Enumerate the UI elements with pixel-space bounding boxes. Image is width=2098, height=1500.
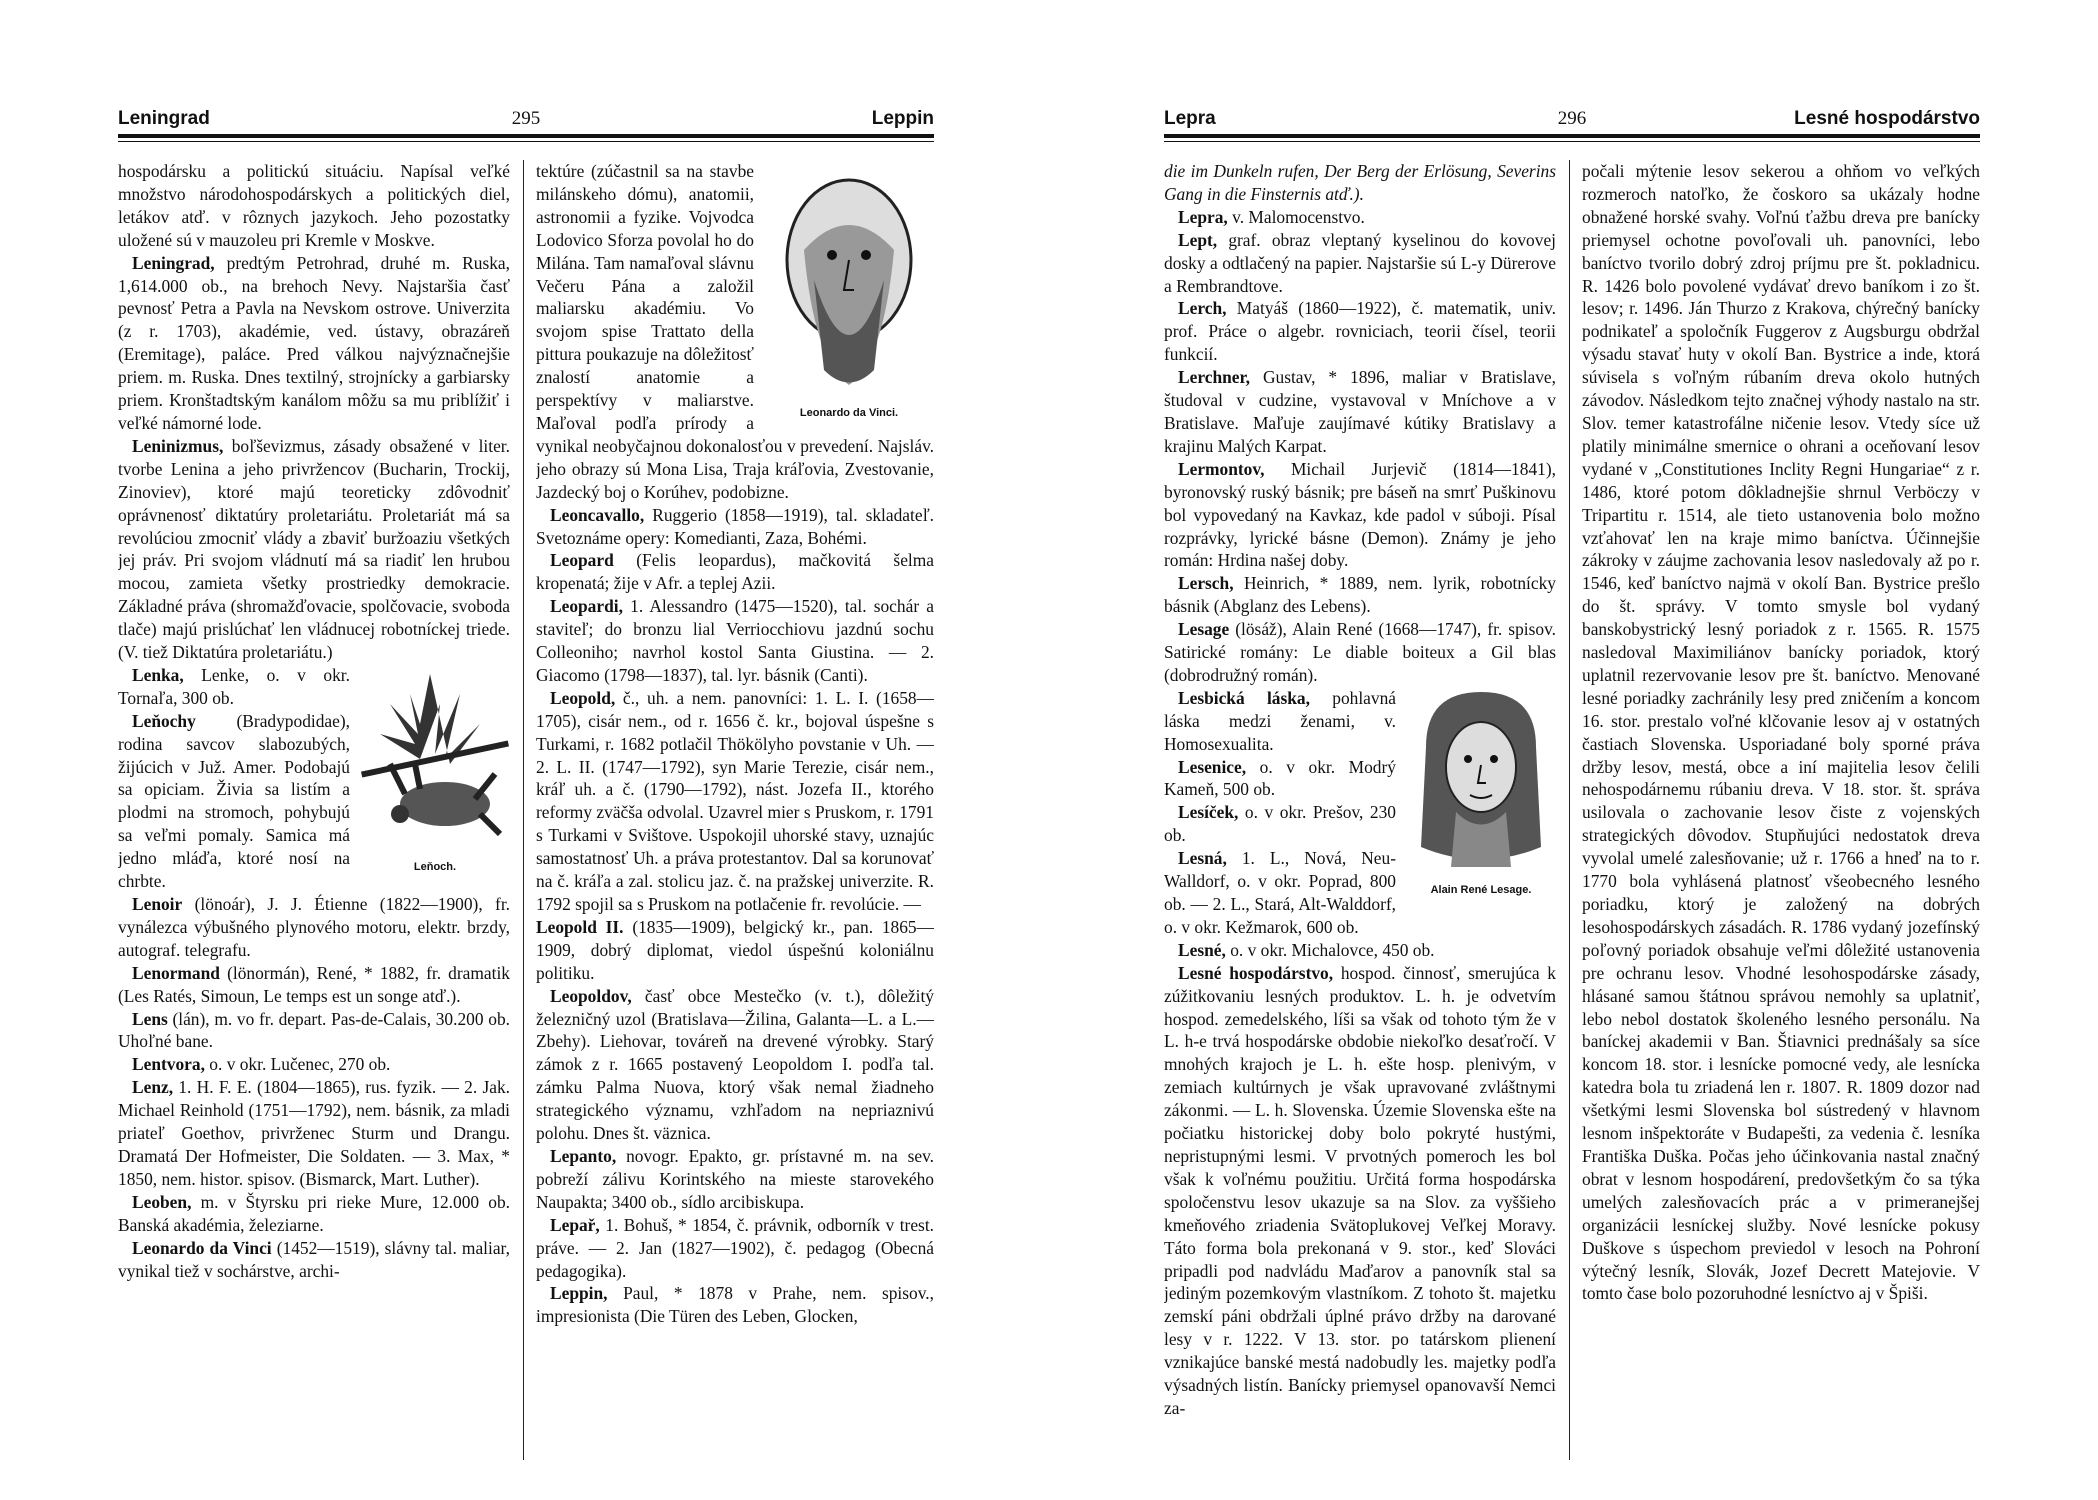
entry: Lesná, 1. L., Nová, Neu-Walldorf, o. v okr. Poprad, 800 ob. — 2. L., Stará, Alt-Walddorf, o. v okr. Kežmarok, 600 ob. [1164, 848, 1396, 937]
headword: Leninizmus, [132, 435, 224, 456]
entry: Lepař, 1. Bohuš, * 1854, č. právnik, odborník v trest. práve. — 2. Jan (1827—1902), č. pedagog (Obecná pedagogika). [536, 1214, 934, 1281]
entry: Leonardo da Vinci (1452—1519), slávny tal. maliar, vynikal tiež v sochárstve, archi- [118, 1237, 510, 1281]
column-1 [118, 160, 510, 1470]
headword: Lesné hospodárstvo, [1178, 962, 1334, 983]
running-head-left: Leningrad [118, 108, 210, 129]
entry: Lentvora, o. v okr. Lučenec, 270 ob. [132, 1054, 391, 1075]
entry: počali mýtenie lesov sekerou a ohňom vo veľkých rozmeroch natoľko, že čoskoro sa ukázaly hodne obnažené horské svahy. Voľnú ťažbu dreva pre banícky priemysel ochotne povoľovali uh. panovníci, lebo baníctvo tvorilo dobrý zdroj príjmu pre št. pokladnicu. R. 1426 bolo povolené vydávať drevo baníkom i zo št. lesov; r. 1496. Ján Thurzo z Krakova, chýrečný banícky podnikateľ a spoločník Fuggerov z Augsburgu obdržal výsadu stavať huty v okolí Ban. Bystrice a inde, ktorá súvisela s voľným rúbaním dreva okolo hutných závodov. Následkom tejto značnej výhody nastalo na str. Slov. temer katastrofálne ničenie lesov. Vtedy síce už platily minimálne smernice o ohrani a oceňovaní lesov vydané v „Constitutiones Inclity Regni Hungariae“ z r. 1486, ktoré potom dôkladnejšie shrnul Verböczy v Tripartitu r. 1514, ale tieto ustanovenia bolo možno vzťahovať len na kraje mimo baníctva. Účinnejšie zákroky v záujme zachovania lesov nasledovaly až po r. 1546, keď baníctvo najmä v okolí Ban. Bystrice prešlo do št. správy. V tomto smysle bol vydaný banskobystrický lesný poriadok z r. 1565. R. 1575 nasledoval Maximiliánov banícky poriadok, ktorý uplatnil rezervovanie lesov pre št. baníctvo. Menované lesné poriadky zachránily lesy pred zničením a koncom 16. stor. prestalo voľné klčovanie lesov aj v ostatných častiach Slovenska. Usporiadané boly sporné práva držby lesov, mestá, obce a iní majitelia lesov čelili nehospodárnemu rúbaniu dreva. V 18. stor. št. správa usilovala o zachovanie lesov čiste z vojenských strategických dôvodov. Stupňujúci nedostatok dreva vyvolal umelé zalesňovanie; už r. 1766 a hneď na to r. 1770 bola vyhlásená platnosť všeobecného lesného poriadku, ktorý je založený na dobrých lesohospodárskych zásadách. R. 1786 vydaný jozefínský poľovný poriadok obsahuje veľmi dôležité ustanovenia pre ochranu lesov. Vhodné lesohospodárske zásady, hlásané samou štátnou správou nemohly sa uplatniť, lebo nebol dostatok školeného lesného personálu. Na baníckej akademii v Ban. Štiavnici prednášaly sa síce koncom 18. stor. i lesnícke pomocné vedy, ale lesnícka katedra bola tu zriadená len r. 1807. R. 1809 dozor nad všetkými lesmi Slovenska bol sústredený v hlavnom lesnom inšpektoráte v Budapešti, za vedenia č. lesníka Františka Duška. Počas jeho účinkovania nastal značný obrat v lesnom hospodárení, predovšetkým čo sa týka umelých zalesňovacích prác a v primeranejšej organizácii lesníckej služby. Nové lesnícke pokusy Duškove s úspechom previedol v lesoch na Pohroní výtečný lesník, Slovák, Jozef Decrett Matejovie. V tomto čase bolo pozoruhodné lesníctvo aj v Špiši. [1582, 161, 1980, 1304]
entry: Leňochy (Bradypodidae), rodina savcov slabozubých, žijúcich v Juž. Amer. Podobajú sa opiciam. Živia sa listím a plodmi na stromoch, pohybujú sa veľmi pomaly. Samica má jedno mláďa, ktoré nosí na chrbte. [118, 710, 350, 892]
entry: Lerch, Matyáš (1860—1922), č. matematik, univ. prof. Práce o algebr. rovniciach, teorii čísel, teorii funkcií. [1164, 298, 1556, 365]
entry: Lepra, v. Malomocenstvo. [1178, 206, 1365, 227]
entry: Lermontov, Michail Jurjevič (1814—1841), byronovský ruský básnik; pre báseň na smrť Puškinovu bol vypovedaný na Kavkaz, kde padol v súboji. Písal rozprávky, lyrické básne (Demon). Známy je jeho román: Hrdina našej doby. [1164, 458, 1556, 571]
headword: Lenz, [132, 1077, 174, 1098]
column-2 [536, 160, 934, 1470]
right-page [1164, 0, 1980, 1500]
figure-caption: Leonardo da Vinci. [799, 407, 899, 419]
header-rule [118, 134, 934, 138]
header-rule-thin [1164, 141, 1980, 142]
headword: Lens [132, 1008, 168, 1029]
entry: Lesbická láska, pohlavná láska medzi ženami, v. Homosexualita. [1164, 687, 1396, 754]
page-number: 295 [511, 108, 541, 129]
entry: tektúre (zúčastnil sa na stavbe milánskeho dómu), anatomii, astronomii a fyzike. Vojvodca Lodovico Sforza povolal ho do Milána. Tam namaľoval slávnu Večeru Pána a založil maliarsku akadémiu. Vo svojom spise Trattato della pittura poukazuje na dôležitosť znalostí anatomie a perspektívy v maliarstve. Maľoval podľa prírody a vynikal neobyčajnou dokonalosťou v prevedení. Najsláv. jeho obrazy sú Mona Lisa, Traja kráľovia, Zvestovanie, Jazdecký boj o Korúhev, podobizne. [536, 161, 934, 502]
headword: Leppin, [550, 1283, 608, 1304]
headword: Lersch, [1178, 573, 1234, 594]
headword: Leoncavallo, [550, 504, 645, 525]
headword: Lepra, [1178, 206, 1228, 227]
headword: Lepanto, [550, 1145, 617, 1166]
column-divider [523, 160, 524, 1460]
headword: Lermontov, [1178, 458, 1265, 479]
entry: die im Dunkeln rufen, Der Berg der Erlösung, Severins Gang in die Finsternis atď.). [1164, 161, 1556, 204]
entry: Lenormand (lönormán), René, * 1882, fr. dramatik (Les Ratés, Simoun, Le temps est un songe atď.). [118, 962, 510, 1006]
header-rule [1164, 134, 1980, 138]
lesage-portrait [1406, 687, 1556, 877]
figure-caption: Alain René Lesage. [1430, 883, 1532, 896]
figure-leonardo [764, 160, 934, 425]
headword: Leoben, [132, 1191, 192, 1212]
headword: Lesage [1178, 619, 1230, 640]
headword: Lepař, [550, 1214, 600, 1235]
sloth-illustration [360, 664, 510, 854]
entry: Lesage (lösáž), Alain René (1668—1747), fr. spisov. Satirické romány: Le diable boiteux a Gil blas (dobrodružný román). [1164, 619, 1556, 685]
headword: Leopold, [550, 687, 616, 708]
entry: Lesné, o. v okr. Michalovce, 450 ob. [1178, 939, 1435, 960]
headword: Leňochy [132, 710, 196, 731]
entry: Leninizmus, boľševizmus, zásady obsažené v liter. tvorbe Lenina a jeho privržencov (Bucharin, Trockij, Zinoviev), ktoré majú teoreticky zdôvodniť oprávnenosť diktatúry proletariátu. Proletariát má sa revolúciou zmocniť vlády a zbaviť buržoaziu všetkých jej práv. Pri svojom vládnutí má sa riadiť len hrubou mocou, zamieta všetky prostriedky demokracie. Základné práva (shromažďovacie, spolčovacie, svoboda tlače) majú prislúchať len vládnucej robotníckej triede. (V. tiež Diktatúra proletariátu.) [118, 435, 510, 663]
leonardo-portrait [764, 160, 934, 400]
page-header [118, 108, 934, 144]
entry: Leopardi, 1. Alessandro (1475—1520), tal. sochár a staviteľ; do bronzu lial Verriocchiovu jazdnú sochu Colleoniho; navrhol kostol Santa Giustina. — 2. Giacomo (1798—1837), tal. lyr. básnik (Canti). [536, 596, 934, 685]
entry: Lepanto, novogr. Epakto, gr. prístavné m. na sev. pobreží zálivu Korintského na mieste starovekého Naupakta; 3400 ob., sídlo arcibiskupa. [536, 1145, 934, 1212]
left-page [118, 0, 934, 1500]
entry: Lens (lán), m. vo fr. depart. Pas-de-Calais, 30.200 ob. Uhoľné bane. [118, 1008, 510, 1052]
figure-caption: Leňoch. [413, 860, 457, 873]
figure-sloth [360, 664, 510, 879]
page-header [1164, 108, 1980, 144]
column-2 [1582, 160, 1980, 1470]
entry: Lesné hospodárstvo, hospod. činnosť, smerujúca k zúžitkovaniu lesných produktov. L. h. je odvetvím hospod. zemedelského, líši sa však od tohoto tým že v L. h-e trvá hospodárske obdobie niekoľko desaťročí. V mnohých krajoch je L. h. ešte hosp. plenivým, v zemiach kultúrnych je však upravované zvláštnymi zákonmi. — L. h. Slovenska. Územie Slovenska ešte na počiatku historickej doby bolo pokryté hustými, nepristupnými lesmi. V prvotných pomeroch les bol však k voľnému použitiu. Určitá forma hospodárska spoločenstvu lesov ukazuje sa na Slov. za vyššieho kmeňového zriadenia Svätoplukovej Veľkej Moravy. Táto forma bola prekonaná v 9. stor., keď Slováci pripadli pod nadvládu Maďarov a panovník stal sa jediným pozemkovým vlastníkom. Z tohoto št. majetku zemskí páni obdržali úplné právo držby na darované lesy v r. 1222. V 13. stor. po tatárskom plienení vznikajúce banské mestá nadobudly les. majetky podľa výsadných listín. Banícky priemysel opanovavší Nemci za- [1164, 962, 1556, 1418]
running-head-right: Lesné hospodárstvo [1794, 108, 1980, 129]
entry: Lenz, 1. H. F. E. (1804—1865), rus. fyzik. — 2. Jak. Michael Reinhold (1751—1792), nem. básnik, za mladi priateľ Goethov, privrženec Sturm und Drangu. Dramatá Der Hofmeister, Die Soldaten. — 3. Max, * 1850, nem. histor. spisov. (Bismarck, Mart. Luther). [118, 1077, 510, 1189]
headword: Leopold II. [536, 916, 624, 937]
entry: Lersch, Heinrich, * 1889, nem. lyrik, robotnícky básnik (Abglanz des Lebens). [1164, 573, 1556, 617]
headword: Leonardo da Vinci [132, 1237, 272, 1258]
page-number: 296 [1557, 108, 1587, 129]
entry: Leningrad, predtým Petrohrad, druhé m. Ruska, 1,614.000 ob., na brehoch Nevy. Najstaršia časť pevnosť Petra a Pavla na Nevskom ostrove. Univerzita (z r. 1703), akadémie, ved. ústavy, obrazáreň (Eremitage), paláce. Pred válkou najvýznačnejšie priem. m. Ruska. Dnes textilný, strojnícky a garbiarsky priem. Kronštadtským kanálom môžu sa mu priblížiť i veľké námorné lode. [118, 252, 510, 433]
entry: Leoncavallo, Ruggerio (1858—1919), tal. skladateľ. Svetoznáme opery: Komedianti, Zaza, Bohémi. [536, 504, 934, 548]
entry: Leppin, Paul, * 1878 v Prahe, nem. spisov., impresionista (Die Türen des Leben, Glocken, [536, 1283, 934, 1327]
headword: Lenormand [132, 962, 220, 983]
headword: Lesná, [1178, 848, 1227, 869]
entry: Leopoldov, časť obce Mestečko (v. t.), dôležitý železničný uzol (Bratislava—Žilina, Galanta—L. a L.—Zbehy). Liehovar, továreň na drevené výrobky. Starý zámok z r. 1665 postavený Leopoldom I. podľa tal. zámku Palma Nuova, ktorý však nemal žiadneho strategického významu, vzhľadom na nepriaznivú polohu. Dnes št. väznica. [536, 985, 934, 1144]
entry: Leoben, m. v Štyrsku pri rieke Mure, 12.000 ob. Banská akadémia, železiarne. [118, 1191, 510, 1235]
headword: Lerchner, [1178, 367, 1250, 388]
entry: Leopold II. (1835—1909), belgický kr., pan. 1865—1909, dobrý diplomat, viedol úspešnú koloniálnu politiku. [536, 916, 934, 983]
entry: Lerchner, Gustav, * 1896, maliar v Bratislave, študoval v cudzine, vystavoval v Mníchove a v Bratislave. Maľuje zaujímavé kútiky Bratislavy a krajinu Malých Karpat. [1164, 367, 1556, 456]
header-rule-thin [118, 141, 934, 142]
headword: Leningrad, [132, 252, 215, 273]
figure-lesage [1406, 687, 1556, 902]
headword: Lerch, [1178, 298, 1227, 319]
column-divider [1569, 160, 1570, 1460]
entry: Leopard (Felis leopardus), mačkovitá šelma kropenatá; žije v Afr. a teplej Azii. [536, 550, 934, 594]
entry: Lesíček, o. v okr. Prešov, 230 ob. [1164, 802, 1397, 846]
headword: Lenoir [132, 894, 183, 914]
headword: Lesíček, [1178, 802, 1239, 823]
headword: Lesné, [1178, 939, 1226, 960]
entry: Lenoir (lönoár), J. J. Étienne (1822—1900), fr. vynálezca výbušného plynového motoru, elektr. brzdy, autograf. telegrafu. [118, 894, 510, 960]
headword: Lept, [1178, 229, 1218, 250]
entry: hospodársku a politickú situáciu. Napísal veľké množstvo národohospodárskych a politických diel, letákov atď. v rôznych jazykoch. Jeho pozostatky uložené sú v mauzoleu pri Kremle v Moskve. [118, 161, 510, 250]
headword: Lenka, [132, 664, 184, 685]
entry: Lenka, Lenke, o. v okr. Tornaľa, 300 ob. [118, 664, 350, 708]
headword: Leopoldov, [550, 985, 632, 1006]
headword: Lentvora, [132, 1054, 205, 1075]
running-head-left: Lepra [1164, 108, 1216, 129]
headword: Leopardi, [550, 596, 623, 617]
entry: Lesenice, o. v okr. Modrý Kameň, 500 ob. [1164, 756, 1396, 800]
headword: Lesenice, [1178, 756, 1247, 777]
column-1 [1164, 160, 1556, 1470]
entry: Leopold, č., uh. a nem. panovníci: 1. L. I. (1658—1705), cisár nem., od r. 1656 č. kr., bojoval úspešne s Turkami, r. 1682 potlačil Thökölyho povstanie v Uh. — 2. L. II. (1747—1792), syn Marie Terezie, cisár nem., kráľ uh. a č. (1790—1792), nást. Jozefa II., ktorého reformy zväčša odvolal. Uzavrel mier s Pruskom, r. 1791 s Turkami v Svištove. Uspokojil uhorské stavy, uznajúc samostatnosť Uh. a práva protestantov. Dal sa korunovať na č. kráľa a zal. stolicu jaz. č. na pražskej univerzite. R. 1792 spojil sa s Pruskom na potlačenie fr. revolúcie. — [536, 687, 934, 914]
headword: Leopard [550, 550, 614, 571]
running-head-right: Leppin [871, 108, 934, 129]
headword: Lesbická láska, [1178, 687, 1310, 708]
entry: Lept, graf. obraz vleptaný kyselinou do kovovej dosky a odtlačený na papier. Najstaršie sú L-y Dürerove a Rembrandtove. [1164, 229, 1556, 296]
